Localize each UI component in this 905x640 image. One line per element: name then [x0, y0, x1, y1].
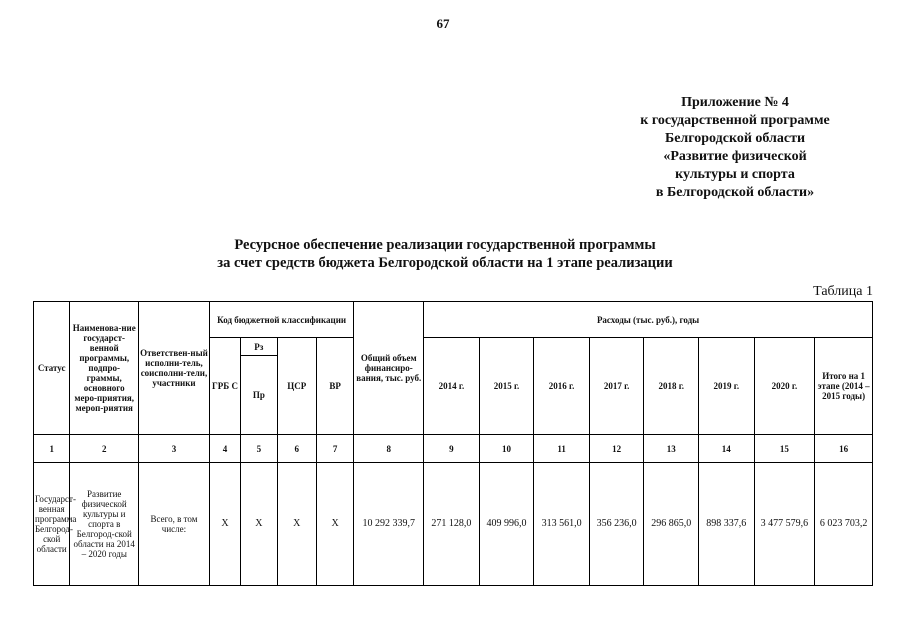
table-row: [34, 463, 873, 586]
column-number: 11: [534, 435, 590, 463]
column-number: 9: [424, 435, 480, 463]
budget-table: [33, 301, 873, 586]
row-total: 10 292 339,7: [354, 463, 424, 586]
column-number: 16: [815, 435, 873, 463]
column-number: 13: [644, 435, 699, 463]
header-year: 2016 г.: [534, 338, 590, 435]
appendix-line: культуры и спорта: [675, 167, 795, 182]
row-csr: Х: [277, 463, 316, 586]
header-year: 2014 г.: [424, 338, 480, 435]
row-name: Развитие физической культуры и спорта в Белгород-ской области на 2014 – 2020 годы: [70, 463, 139, 586]
row-year-value: 313 561,0: [534, 463, 590, 586]
row-year-value: 271 128,0: [424, 463, 480, 586]
column-number: 15: [754, 435, 815, 463]
column-number: 8: [354, 435, 424, 463]
appendix-line: к государственной программе: [640, 113, 830, 128]
appendix-line: в Белгородской области»: [655, 185, 815, 200]
header-grbs: ГРБ С: [209, 338, 240, 435]
row-stage-total: 6 023 703,2: [815, 463, 873, 586]
header-expenses: Расходы (тыс. руб.), годы: [424, 302, 873, 338]
title-line: Ресурсное обеспечение реализации государственной программы: [234, 237, 656, 253]
row-vr: Х: [316, 463, 353, 586]
header-status: Статус: [34, 302, 70, 435]
header-year: 2018 г.: [644, 338, 699, 435]
header-csr: ЦСР: [277, 338, 316, 435]
row-responsible: Всего, в том числе:: [139, 463, 210, 586]
column-number: 6: [277, 435, 316, 463]
column-number: 7: [316, 435, 353, 463]
column-number: 12: [589, 435, 644, 463]
row-year-value: 296 865,0: [644, 463, 699, 586]
row-year-value: 898 337,6: [699, 463, 755, 586]
row-pr: Х: [241, 463, 277, 586]
column-number: 1: [34, 435, 70, 463]
appendix-line: Приложение № 4: [681, 95, 789, 110]
header-year: 2019 г.: [699, 338, 755, 435]
header-total: Общий объем финансиро-вания, тыс. руб.: [354, 302, 424, 435]
appendix-heading: [600, 94, 870, 202]
header-vr: ВР: [316, 338, 353, 435]
row-year-value: 356 236,0: [589, 463, 644, 586]
header-responsible: Ответствен-ный исполни-тель, соисполни-тели, участники: [139, 302, 210, 435]
header-budget-code: Код бюджетной классификации: [209, 302, 354, 338]
table-caption: Таблица 1: [813, 284, 873, 299]
column-number: 2: [70, 435, 139, 463]
document-title: [150, 236, 740, 272]
row-grbs: Х: [209, 463, 240, 586]
column-number: 5: [241, 435, 277, 463]
column-number: 4: [209, 435, 240, 463]
page-number: 67: [436, 16, 450, 31]
column-number: 10: [479, 435, 534, 463]
header-rz: Рз: [241, 338, 277, 356]
header-year: 2015 г.: [479, 338, 534, 435]
header-year: 2017 г.: [589, 338, 644, 435]
row-status: Государст-венная программа Белгород-ской области: [34, 463, 70, 586]
row-year-value: 3 477 579,6: [754, 463, 815, 586]
column-number: 3: [139, 435, 210, 463]
title-line: за счет средств бюджета Белгородской области на 1 этапе реализации: [217, 255, 673, 271]
header-year: 2020 г.: [754, 338, 815, 435]
column-number: 14: [699, 435, 755, 463]
header-stage-total: Итого на 1 этапе (2014 – 2015 годы): [815, 338, 873, 435]
appendix-line: «Развитие физической: [663, 149, 807, 164]
row-year-value: 409 996,0: [479, 463, 534, 586]
header-pr: Пр: [241, 356, 277, 435]
header-name: Наименова-ние государст-венной программы, подпро-граммы, основного меро-приятия, мероп-риятия: [70, 302, 139, 435]
appendix-line: Белгородской области: [664, 131, 806, 146]
